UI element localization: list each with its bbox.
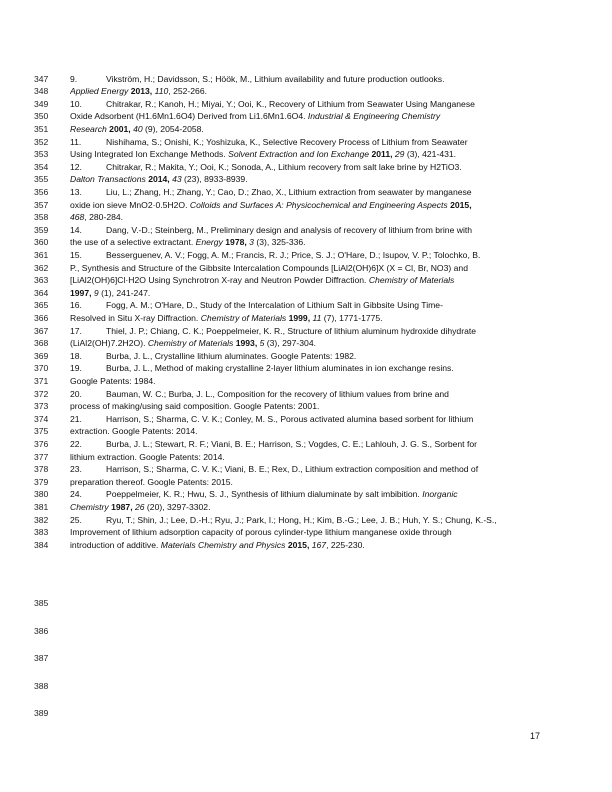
line-text <box>70 211 544 224</box>
line-text <box>70 85 544 98</box>
text-segment: (23), 8933-8939. <box>181 174 248 185</box>
text-segment: (3), 325-336. <box>253 237 306 248</box>
text-line <box>0 312 612 325</box>
line-number: 378 <box>34 464 49 475</box>
reference-number: 9. <box>70 73 78 84</box>
text-line <box>0 463 612 476</box>
text-line <box>0 501 612 514</box>
text-segment: Oxide Adsorbent (H1.6Mn1.6O4) Derived from Li1.6Mn1.6O4. <box>70 111 308 122</box>
line-number: 388 <box>34 680 49 691</box>
text-segment: Improvement of lithium adsorption capacity of porous cylinder-type lithium manganese oxide through <box>70 527 452 538</box>
line-text <box>70 337 544 350</box>
line-number: 374 <box>34 413 49 424</box>
text-segment: Poeppelmeier, K. R.; Hwu, S. J., Synthesis of lithium dialuminate by salt imbibition. <box>106 489 423 500</box>
text-segment: (1), 241-247. <box>98 287 151 298</box>
line-text <box>70 539 544 552</box>
text-segment: Chemistry of Materials <box>200 312 289 323</box>
line-text <box>70 148 544 161</box>
text-line <box>0 488 612 501</box>
line-number: 355 <box>34 174 49 185</box>
reference-number: 23. <box>70 464 82 475</box>
reference-number: 20. <box>70 388 82 399</box>
line-number: 386 <box>34 625 49 636</box>
line-text <box>70 199 544 212</box>
line-number: 359 <box>34 224 49 235</box>
line-text <box>70 526 544 539</box>
line-number: 349 <box>34 98 49 109</box>
line-text <box>70 136 544 149</box>
line-number: 351 <box>34 123 49 134</box>
line-text <box>70 299 544 312</box>
reference-number: 12. <box>70 161 82 172</box>
line-text <box>70 388 544 401</box>
line-number: 372 <box>34 388 49 399</box>
text-segment: extraction. Google Patents: 2014. <box>70 426 198 437</box>
line-text <box>70 186 544 199</box>
line-number: 373 <box>34 401 49 412</box>
reference-number: 25. <box>70 514 82 525</box>
text-segment: Google Patents: 1984. <box>70 375 156 386</box>
blank-line <box>0 652 612 665</box>
text-segment: Resolved in Situ X-ray Diffraction. <box>70 312 201 323</box>
text-segment: Fogg, A. M.; O'Hare, D., Study of the Intercalation of Lithium Salt in Gibbsite Using Time- <box>106 300 443 311</box>
text-segment: , 225-230. <box>326 539 365 550</box>
text-segment: 1999, <box>288 312 313 323</box>
line-text <box>70 274 544 287</box>
text-segment: Thiel, J. P.; Chiang, C. K.; Poeppelmeier, K. R., Structure of lithium aluminum hydroxide dihydrate <box>106 325 477 336</box>
line-number: 353 <box>34 149 49 160</box>
line-number: 384 <box>34 539 49 550</box>
reference-number: 11. <box>70 136 82 147</box>
text-segment: 1993, <box>235 338 260 349</box>
text-segment: P., Synthesis and Structure of the Gibbsite Intercalation Compounds [LiAl2(OH)6]X (X = Cl, Br, NO3) and <box>70 262 468 273</box>
text-line <box>0 98 612 111</box>
text-line <box>0 85 612 98</box>
text-segment: Dalton Transactions <box>70 174 149 185</box>
text-segment: Solvent Extraction and Ion Exchange <box>228 149 372 160</box>
line-number: 381 <box>34 501 49 512</box>
text-segment: Burba, J. L., Crystalline lithium aluminates. Google Patents: 1982. <box>106 350 357 361</box>
line-number: 368 <box>34 338 49 349</box>
text-segment: 2013, <box>130 86 155 97</box>
line-text <box>70 161 544 174</box>
text-segment: process of making/using said composition. Google Patents: 2001. <box>70 401 320 412</box>
text-segment: (LiAl2(OH)7.2H2O). <box>70 338 148 349</box>
line-number: 357 <box>34 199 49 210</box>
reference-number: 10. <box>70 98 82 109</box>
text-segment: Burba, J. L.; Stewart, R. F.; Viani, B. E.; Harrison, S.; Vogdes, C. E.; Lahlouh, J. G. S., Sorbent for <box>106 438 477 449</box>
reference-number: 22. <box>70 438 82 449</box>
text-segment: Applied Energy <box>70 86 131 97</box>
text-segment: Liu, L.; Zhang, H.; Zhang, Y.; Cao, D.; Zhao, X., Lithium extraction from seawater by manganese <box>106 186 472 197</box>
reference-number: 13. <box>70 186 82 197</box>
text-segment: the use of a selective extractant. <box>70 237 196 248</box>
line-text <box>70 425 544 438</box>
text-segment: 2014, <box>148 174 173 185</box>
text-segment: 2001, <box>109 123 134 134</box>
line-text <box>70 262 544 275</box>
text-segment: 43 <box>172 174 182 185</box>
text-line <box>0 539 612 552</box>
line-number: 350 <box>34 111 49 122</box>
text-segment: 110 <box>154 86 169 97</box>
line-text <box>70 350 544 363</box>
line-text <box>70 463 544 476</box>
text-segment: 40 <box>133 123 143 134</box>
text-segment: 11 <box>312 312 322 323</box>
line-number: 379 <box>34 476 49 487</box>
text-segment: Research <box>70 123 110 134</box>
line-text <box>70 400 544 413</box>
text-segment: Vikström, H.; Davidsson, S.; Höök, M., Lithium availability and future production outlooks. <box>106 73 445 84</box>
text-segment: 2015, <box>287 539 312 550</box>
line-text <box>70 488 544 501</box>
text-segment: Materials Chemistry and Physics <box>160 539 288 550</box>
line-number: 380 <box>34 489 49 500</box>
text-segment: , 280-284. <box>84 212 124 223</box>
text-segment: [LiAl2(OH)6]Cl·H2O Using Synchrotron X-ray and Neutron Powder Diffraction. <box>70 275 369 286</box>
text-line <box>0 337 612 350</box>
text-segment: Chemistry of Materials <box>147 338 236 349</box>
text-segment: 3 <box>249 237 254 248</box>
line-number: 389 <box>34 708 49 719</box>
line-number: 383 <box>34 527 49 538</box>
text-line <box>0 249 612 262</box>
line-number: 356 <box>34 186 49 197</box>
reference-number: 19. <box>70 363 82 374</box>
reference-number: 18. <box>70 350 82 361</box>
text-segment: Inorganic <box>422 489 458 500</box>
text-segment: 468 <box>70 212 85 223</box>
line-number: 369 <box>34 350 49 361</box>
line-text <box>70 236 544 249</box>
text-line <box>0 425 612 438</box>
reference-number: 24. <box>70 489 82 500</box>
line-text <box>70 514 544 527</box>
text-segment: Nishihama, S.; Onishi, K.; Yoshizuka, K., Selective Recovery Process of Lithium from Seawater <box>106 136 468 147</box>
text-segment: Dang, V.-D.; Steinberg, M., Preliminary design and analysis of recovery of lithium from brine with <box>106 224 473 235</box>
text-line <box>0 148 612 161</box>
line-number: 377 <box>34 451 49 462</box>
line-number: 387 <box>34 653 49 664</box>
text-line <box>0 186 612 199</box>
line-number: 366 <box>34 312 49 323</box>
text-line <box>0 161 612 174</box>
text-segment: Besserguenev, A. V.; Fogg, A. M.; Francis, R. J.; Price, S. J.; O'Hare, D.; Isupov, V. P.; Tolochko, B. <box>106 249 481 260</box>
text-segment: 1987, <box>111 501 135 512</box>
text-segment: Chemistry <box>70 501 112 512</box>
reference-number: 16. <box>70 300 82 311</box>
line-text <box>70 110 544 123</box>
line-text <box>70 476 544 489</box>
line-text <box>70 287 544 300</box>
text-line <box>0 451 612 464</box>
line-number: 354 <box>34 161 49 172</box>
text-line <box>0 236 612 249</box>
text-segment: Chemistry of Materials <box>368 275 455 286</box>
line-number: 348 <box>34 86 49 97</box>
text-line <box>0 362 612 375</box>
line-text <box>70 501 544 514</box>
text-segment: introduction of additive. <box>70 539 161 550</box>
text-segment: preparation thereof. Google Patents: 2015. <box>70 476 233 487</box>
blank-line <box>0 597 612 610</box>
text-segment: 167 <box>311 539 327 550</box>
line-text <box>70 375 544 388</box>
text-segment: Energy <box>195 237 226 248</box>
text-line <box>0 325 612 338</box>
text-segment: lithium extraction. Google Patents: 2014. <box>70 451 225 462</box>
line-number: 385 <box>34 598 49 608</box>
text-line <box>0 438 612 451</box>
line-text <box>70 438 544 451</box>
line-text <box>70 173 544 186</box>
text-line <box>0 413 612 426</box>
line-text <box>70 224 544 237</box>
line-text <box>70 73 544 86</box>
text-line <box>0 526 612 539</box>
line-number: 358 <box>34 212 49 223</box>
text-line <box>0 136 612 149</box>
reference-number: 17. <box>70 325 82 336</box>
line-number: 363 <box>34 275 49 286</box>
line-text <box>70 123 544 136</box>
text-line <box>0 211 612 224</box>
line-number: 352 <box>34 136 49 147</box>
reference-number: 14. <box>70 224 82 235</box>
text-segment: 2015, <box>450 199 472 210</box>
text-segment: Harrison, S.; Sharma, C. V. K.; Viani, B. E.; Rex, D., Lithium extraction composition and method of <box>106 464 479 475</box>
text-segment: Harrison, S.; Sharma, C. V. K.; Conley, M. S., Porous activated alumina based sorbent for lithium <box>106 413 474 424</box>
line-number: 364 <box>34 287 49 298</box>
line-number: 347 <box>34 73 49 84</box>
text-line <box>0 375 612 388</box>
text-line <box>0 388 612 401</box>
line-text <box>70 312 544 325</box>
line-number: 365 <box>34 300 49 311</box>
text-segment: 26 <box>134 501 145 512</box>
reference-number: 15. <box>70 249 82 260</box>
text-segment: 9 <box>93 287 99 298</box>
text-line <box>0 173 612 186</box>
text-segment: Chitrakar, R.; Kanoh, H.; Miyai, Y.; Ooi, K., Recovery of Lithium from Seawater Using Manganese <box>106 98 475 109</box>
line-number: 375 <box>34 426 49 437</box>
line-number: 360 <box>34 237 49 248</box>
text-line <box>0 400 612 413</box>
line-number: 370 <box>34 363 49 374</box>
line-number: 376 <box>34 438 49 449</box>
text-segment: (3), 421-431. <box>404 149 457 160</box>
page-number: 17 <box>529 731 540 741</box>
text-line <box>0 299 612 312</box>
text-segment: oxide ion sieve MnO2·0.5H2O. <box>70 199 190 210</box>
text-line <box>0 287 612 300</box>
text-segment: Bauman, W. C.; Burba, J. L., Composition for the recovery of lithium values from brine and <box>106 388 449 399</box>
text-line <box>0 199 612 212</box>
line-number: 361 <box>34 249 49 260</box>
text-line <box>0 73 612 86</box>
text-line <box>0 123 612 136</box>
line-text <box>70 249 544 262</box>
text-segment: 1997, <box>70 287 94 298</box>
text-line <box>0 476 612 489</box>
text-segment: (3), 297-304. <box>264 338 316 349</box>
line-text <box>70 325 544 338</box>
text-segment: 2011, <box>371 149 395 160</box>
text-segment: (20), 3297-3302. <box>144 501 211 512</box>
reference-number: 21. <box>70 413 82 424</box>
text-segment: 29 <box>394 149 405 160</box>
text-segment: Industrial & Engineering Chemistry <box>307 111 441 122</box>
line-text <box>70 451 544 464</box>
text-line <box>0 224 612 237</box>
text-segment: Colloids and Surfaces A: Physicochemical and Engineering Aspects <box>189 199 451 210</box>
text-segment: Burba, J. L., Method of making crystalline 2-layer lithium aluminates in ion exchange resins. <box>106 363 454 374</box>
text-line <box>0 274 612 287</box>
text-segment: , 252-266. <box>168 86 207 97</box>
line-number: 362 <box>34 262 49 273</box>
text-line <box>0 262 612 275</box>
text-line <box>0 514 612 527</box>
text-segment: Chitrakar, R.; Makita, Y.; Ooi, K.; Sonoda, A., Lithium recovery from salt lake brine by H2TiO3. <box>106 161 462 172</box>
line-number: 367 <box>34 325 49 336</box>
text-line <box>0 350 612 363</box>
blank-line <box>0 680 612 693</box>
line-text <box>70 98 544 111</box>
line-number: 382 <box>34 514 49 525</box>
text-segment: Ryu, T.; Shin, J.; Lee, D.-H.; Ryu, J.; Park, I.; Hong, H.; Kim, B.-G.; Lee, J. B.; Huh, Y. S.; Chung, K.-S., <box>106 514 497 525</box>
line-number: 371 <box>34 375 49 386</box>
blank-line <box>0 625 612 638</box>
text-segment: 5 <box>259 338 265 349</box>
text-line <box>0 110 612 123</box>
line-text <box>70 413 544 426</box>
text-segment: Using Integrated Ion Exchange Methods. <box>70 149 229 160</box>
text-segment: 1978, <box>225 237 250 248</box>
line-text <box>70 362 544 375</box>
text-segment: (7), 1771-1775. <box>321 312 383 323</box>
text-segment: (9), 2054-2058. <box>142 123 204 134</box>
blank-line <box>0 707 612 720</box>
